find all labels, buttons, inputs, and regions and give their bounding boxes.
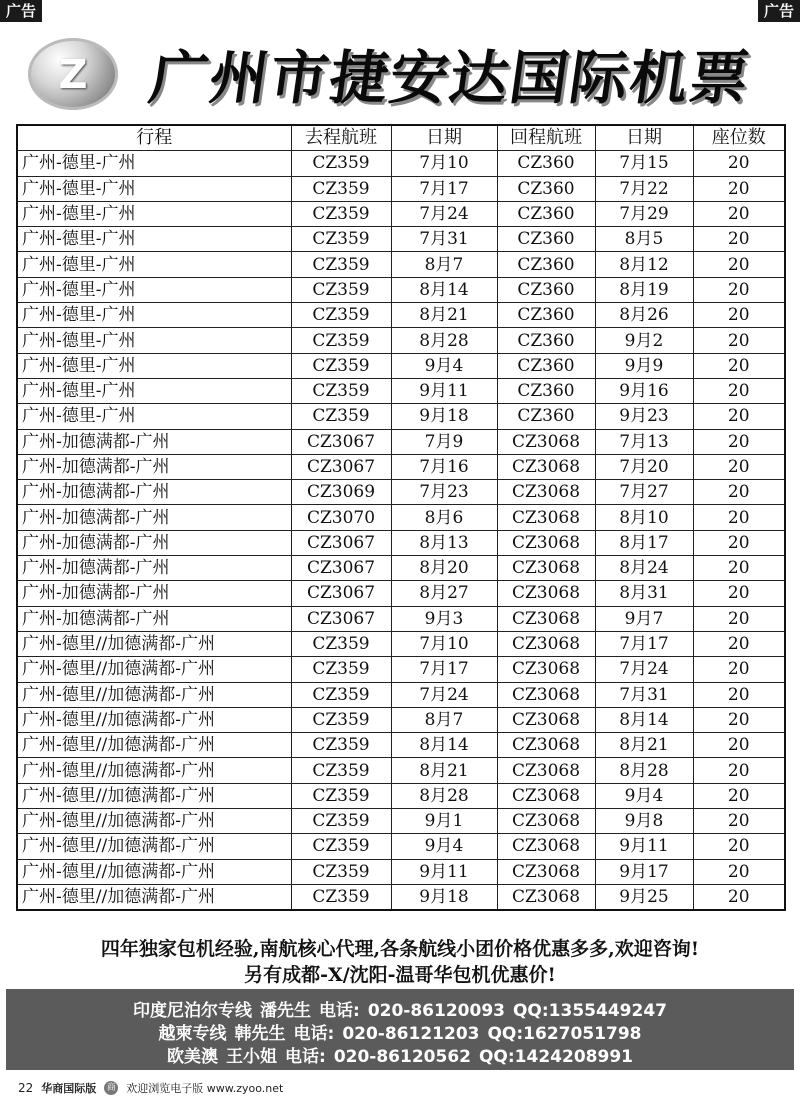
cell-return-date: 7月13 [595,429,693,454]
logo-mark: Z [58,52,88,98]
table-row [17,682,785,707]
cell-outbound-flight: CZ359 [291,378,391,403]
cell-seats: 20 [693,378,785,403]
cell-outbound-date: 7月10 [391,631,497,656]
header-return-flight: 回程航班 [497,125,595,151]
cell-outbound-date: 9月18 [391,404,497,429]
cell-outbound-date: 8月14 [391,733,497,758]
page-footer [18,1080,283,1096]
cell-return-date: 9月11 [595,834,693,859]
cell-outbound-date: 8月13 [391,530,497,555]
cell-outbound-flight: CZ359 [291,834,391,859]
table-row [17,404,785,429]
cell-route: 广州-德里//加德满都-广州 [17,631,291,656]
cell-seats: 20 [693,758,785,783]
cell-return-flight: CZ360 [497,404,595,429]
cell-return-date: 7月27 [595,480,693,505]
cell-return-flight: CZ3068 [497,530,595,555]
table-row [17,277,785,302]
cell-seats: 20 [693,809,785,834]
cell-seats: 20 [693,606,785,631]
table-row [17,758,785,783]
cell-outbound-flight: CZ3067 [291,429,391,454]
cell-outbound-date: 9月11 [391,859,497,884]
cell-route: 广州-德里-广州 [17,176,291,201]
cell-return-date: 8月21 [595,733,693,758]
cell-return-date: 9月8 [595,809,693,834]
contact-person: 韩先生 [234,1024,286,1044]
table-row [17,783,785,808]
cell-outbound-date: 9月4 [391,353,497,378]
table-row [17,353,785,378]
cell-return-date: 7月29 [595,201,693,226]
cell-outbound-flight: CZ3067 [291,606,391,631]
ad-tag-left: 广告 [0,0,42,22]
cell-route: 广州-德里//加德满都-广州 [17,733,291,758]
cell-outbound-flight: CZ359 [291,176,391,201]
cell-return-date: 8月5 [595,227,693,252]
contact-line [6,1019,794,1044]
cell-return-flight: CZ360 [497,378,595,403]
cell-outbound-date: 7月24 [391,201,497,226]
cell-seats: 20 [693,783,785,808]
table-row [17,530,785,555]
cell-outbound-date: 7月24 [391,682,497,707]
table-row [17,707,785,732]
cell-route: 广州-加德满都-广州 [17,480,291,505]
cell-return-flight: CZ360 [497,201,595,226]
cell-return-date: 9月2 [595,328,693,353]
cell-outbound-flight: CZ359 [291,758,391,783]
cell-route: 广州-德里//加德满都-广州 [17,783,291,808]
cell-return-flight: CZ3068 [497,631,595,656]
cell-outbound-date: 8月21 [391,758,497,783]
cell-route: 广州-加德满都-广州 [17,556,291,581]
publication-badge-icon: 商 [104,1081,118,1095]
cell-return-date: 9月23 [595,404,693,429]
contact-route: 欧美澳 [167,1047,218,1067]
cell-outbound-date: 8月6 [391,505,497,530]
cell-outbound-flight: CZ359 [291,783,391,808]
cell-seats: 20 [693,176,785,201]
table-row [17,328,785,353]
cell-return-flight: CZ360 [497,227,595,252]
cell-route: 广州-加德满都-广州 [17,505,291,530]
page-number: 22 [18,1081,34,1095]
cell-route: 广州-德里-广州 [17,277,291,302]
cell-seats: 20 [693,227,785,252]
cell-outbound-flight: CZ359 [291,303,391,328]
header-outbound-date: 日期 [391,125,497,151]
cell-route: 广州-加德满都-广州 [17,530,291,555]
cell-return-flight: CZ360 [497,277,595,302]
cell-route: 广州-德里//加德满都-广州 [17,884,291,910]
cell-seats: 20 [693,303,785,328]
cell-seats: 20 [693,859,785,884]
contact-line [6,1042,794,1067]
cell-seats: 20 [693,682,785,707]
cell-outbound-flight: CZ359 [291,252,391,277]
cell-return-date: 9月25 [595,884,693,910]
cell-return-flight: CZ3068 [497,809,595,834]
contact-route: 印度尼泊尔专线 [133,1001,252,1021]
contact-route: 越柬专线 [158,1024,227,1044]
cell-seats: 20 [693,884,785,910]
cell-route: 广州-德里//加德满都-广州 [17,859,291,884]
cell-return-flight: CZ360 [497,151,595,176]
cell-return-date: 7月31 [595,682,693,707]
ad-tag-right: 广告 [758,0,800,22]
cell-return-date: 8月14 [595,707,693,732]
cell-outbound-date: 7月17 [391,657,497,682]
cell-seats: 20 [693,480,785,505]
cell-outbound-flight: CZ359 [291,657,391,682]
cell-return-flight: CZ360 [497,176,595,201]
header-seats: 座位数 [693,125,785,151]
cell-outbound-date: 9月11 [391,378,497,403]
cell-route: 广州-加德满都-广州 [17,429,291,454]
cell-outbound-flight: CZ3070 [291,505,391,530]
cell-outbound-date: 7月10 [391,151,497,176]
cell-return-date: 8月17 [595,530,693,555]
contact-qq: QQ:1627051798 [487,1024,642,1044]
promo-note: 四年独家包机经验,南航核心代理,各条航线小团价格优惠多多,欢迎咨询! [100,938,700,960]
cell-return-flight: CZ3068 [497,429,595,454]
cell-return-date: 7月15 [595,151,693,176]
header-return-date: 日期 [595,125,693,151]
cell-outbound-date: 8月28 [391,328,497,353]
cell-outbound-flight: CZ359 [291,631,391,656]
table-row [17,834,785,859]
cell-outbound-flight: CZ359 [291,353,391,378]
cell-outbound-flight: CZ3069 [291,480,391,505]
cell-outbound-date: 8月27 [391,581,497,606]
cell-return-flight: CZ3068 [497,707,595,732]
cell-seats: 20 [693,556,785,581]
cell-return-date: 7月24 [595,657,693,682]
cell-outbound-flight: CZ359 [291,682,391,707]
cell-outbound-flight: CZ359 [291,859,391,884]
table-header-row [17,125,785,151]
cell-outbound-flight: CZ3067 [291,581,391,606]
cell-return-flight: CZ360 [497,303,595,328]
cell-seats: 20 [693,151,785,176]
cell-return-date: 8月24 [595,556,693,581]
cell-return-flight: CZ3068 [497,581,595,606]
contact-phone: 020-86121203 [342,1024,480,1044]
cell-return-date: 7月20 [595,454,693,479]
table-row [17,733,785,758]
company-logo-icon [28,38,118,110]
cell-seats: 20 [693,252,785,277]
cell-outbound-flight: CZ359 [291,328,391,353]
cell-outbound-date: 8月14 [391,277,497,302]
cell-return-date: 8月26 [595,303,693,328]
cell-return-flight: CZ3068 [497,834,595,859]
table-row [17,429,785,454]
cell-seats: 20 [693,631,785,656]
contact-box [6,989,794,1070]
publication-name: 华商国际版 [41,1082,97,1095]
cell-seats: 20 [693,277,785,302]
cell-return-flight: CZ3068 [497,884,595,910]
cell-outbound-date: 7月17 [391,176,497,201]
cell-return-flight: CZ3068 [497,505,595,530]
cell-return-flight: CZ360 [497,328,595,353]
table-row [17,606,785,631]
cell-return-flight: CZ3068 [497,758,595,783]
cell-seats: 20 [693,505,785,530]
cell-seats: 20 [693,201,785,226]
cell-return-flight: CZ3068 [497,682,595,707]
contact-phone: 020-86120562 [333,1047,471,1067]
cell-outbound-date: 7月31 [391,227,497,252]
cell-outbound-date: 7月9 [391,429,497,454]
table-row [17,505,785,530]
table-row [17,176,785,201]
cell-route: 广州-德里-广州 [17,252,291,277]
cell-seats: 20 [693,328,785,353]
cell-seats: 20 [693,454,785,479]
cell-outbound-date: 8月20 [391,556,497,581]
table-row [17,480,785,505]
page-title: 广州市捷安达国际机票 [145,44,755,112]
cell-outbound-flight: CZ359 [291,404,391,429]
cell-route: 广州-德里-广州 [17,404,291,429]
cell-return-date: 9月4 [595,783,693,808]
cell-seats: 20 [693,429,785,454]
table-row [17,657,785,682]
cell-return-date: 9月16 [595,378,693,403]
cell-route: 广州-德里//加德满都-广州 [17,682,291,707]
cell-route: 广州-德里-广州 [17,227,291,252]
cell-return-flight: CZ3068 [497,556,595,581]
cell-outbound-date: 7月16 [391,454,497,479]
cell-outbound-flight: CZ3067 [291,556,391,581]
cell-outbound-date: 9月1 [391,809,497,834]
cell-outbound-flight: CZ359 [291,884,391,910]
cell-route: 广州-德里//加德满都-广州 [17,657,291,682]
cell-seats: 20 [693,353,785,378]
flight-schedule-table [16,124,784,911]
cell-seats: 20 [693,530,785,555]
header-route: 行程 [17,125,291,151]
cell-route: 广州-加德满都-广州 [17,606,291,631]
footer-website-text: 欢迎浏览电子版 www.zyoo.net [126,1082,284,1095]
contact-phone-label: 电话: [285,1047,326,1067]
contact-line [6,996,794,1021]
cell-return-date: 9月9 [595,353,693,378]
cell-seats: 20 [693,657,785,682]
cell-route: 广州-德里-广州 [17,201,291,226]
cell-route: 广州-德里//加德满都-广州 [17,758,291,783]
contact-qq: QQ:1424208991 [478,1047,633,1067]
cell-return-flight: CZ3068 [497,606,595,631]
contact-phone: 020-86120093 [367,1001,505,1021]
cell-return-date: 7月17 [595,631,693,656]
contact-person: 王小姐 [226,1047,277,1067]
cell-return-flight: CZ360 [497,252,595,277]
cell-return-flight: CZ3068 [497,859,595,884]
cell-outbound-flight: CZ359 [291,809,391,834]
cell-outbound-date: 9月18 [391,884,497,910]
cell-route: 广州-德里-广州 [17,353,291,378]
cell-outbound-flight: CZ3067 [291,530,391,555]
cell-return-flight: CZ3068 [497,657,595,682]
cell-outbound-date: 8月28 [391,783,497,808]
table-row [17,631,785,656]
cell-outbound-date: 9月4 [391,834,497,859]
contact-person: 潘先生 [260,1001,311,1021]
contact-phone-label: 电话: [293,1024,335,1044]
cell-route: 广州-德里-广州 [17,303,291,328]
cell-return-flight: CZ3068 [497,783,595,808]
table-row [17,252,785,277]
table-row [17,454,785,479]
table-row [17,151,785,176]
cell-return-date: 8月31 [595,581,693,606]
cell-return-date: 9月17 [595,859,693,884]
cell-return-date: 7月22 [595,176,693,201]
cell-outbound-flight: CZ359 [291,707,391,732]
table-row [17,556,785,581]
cell-seats: 20 [693,404,785,429]
cell-outbound-date: 8月7 [391,252,497,277]
cell-outbound-flight: CZ359 [291,277,391,302]
table-row [17,201,785,226]
cell-route: 广州-德里-广州 [17,328,291,353]
table-row [17,884,785,910]
cell-seats: 20 [693,707,785,732]
cell-return-date: 8月19 [595,277,693,302]
contact-qq: QQ:1355449247 [512,1001,667,1021]
cell-seats: 20 [693,834,785,859]
cell-route: 广州-德里-广州 [17,151,291,176]
cell-return-date: 8月12 [595,252,693,277]
cell-route: 广州-加德满都-广州 [17,454,291,479]
cell-route: 广州-德里//加德满都-广州 [17,809,291,834]
cell-route: 广州-德里//加德满都-广州 [17,707,291,732]
cell-route: 广州-加德满都-广州 [17,581,291,606]
cell-outbound-date: 8月21 [391,303,497,328]
cell-outbound-date: 9月3 [391,606,497,631]
cell-route: 广州-德里-广州 [17,378,291,403]
cell-return-flight: CZ3068 [497,733,595,758]
cell-return-flight: CZ360 [497,353,595,378]
cell-outbound-flight: CZ359 [291,227,391,252]
cell-return-date: 8月28 [595,758,693,783]
contact-phone-label: 电话: [319,1001,360,1021]
cell-seats: 20 [693,581,785,606]
cell-outbound-flight: CZ359 [291,733,391,758]
cell-outbound-date: 8月7 [391,707,497,732]
table-row [17,227,785,252]
charter-note: 另有成都-X/沈阳-温哥华包机优惠价! [244,964,556,986]
table-row [17,581,785,606]
cell-outbound-flight: CZ359 [291,151,391,176]
cell-return-flight: CZ3068 [497,480,595,505]
table-row [17,378,785,403]
table-row [17,809,785,834]
cell-return-date: 8月10 [595,505,693,530]
cell-seats: 20 [693,733,785,758]
table-row [17,859,785,884]
cell-return-date: 9月7 [595,606,693,631]
cell-outbound-flight: CZ359 [291,201,391,226]
header-outbound-flight: 去程航班 [291,125,391,151]
cell-return-flight: CZ3068 [497,454,595,479]
table-row [17,303,785,328]
cell-route: 广州-德里//加德满都-广州 [17,834,291,859]
cell-outbound-flight: CZ3067 [291,454,391,479]
cell-outbound-date: 7月23 [391,480,497,505]
